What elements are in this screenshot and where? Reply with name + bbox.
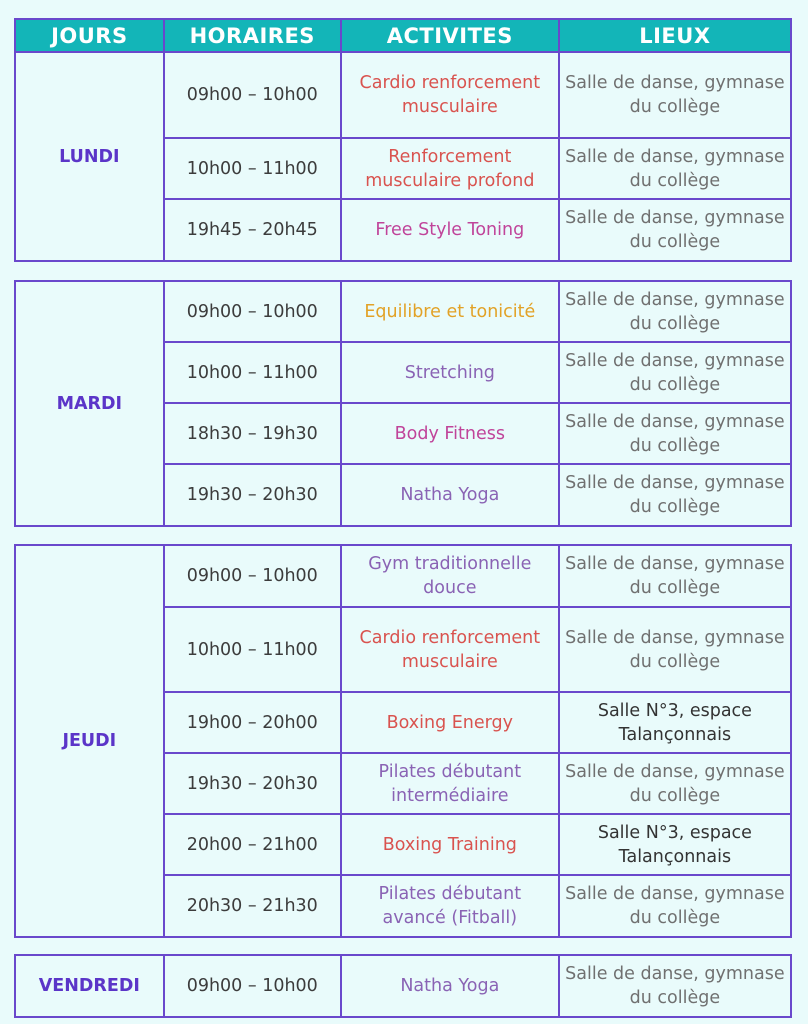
time-cell: 19h30 – 20h30 bbox=[164, 464, 341, 526]
time-cell: 09h00 – 10h00 bbox=[164, 545, 341, 607]
place-cell: Salle de danse, gymnase du collège bbox=[559, 955, 791, 1017]
place-cell: Salle de danse, gymnase du collège bbox=[559, 545, 791, 607]
header-horaires: HORAIRES bbox=[164, 19, 341, 52]
time-cell: 18h30 – 19h30 bbox=[164, 403, 341, 464]
schedule-table-jeudi bbox=[14, 544, 792, 938]
place-cell: Salle de danse, gymnase du collège bbox=[559, 875, 791, 937]
time-cell: 09h00 – 10h00 bbox=[164, 52, 341, 138]
time-cell: 09h00 – 10h00 bbox=[164, 281, 341, 342]
day-cell: VENDREDI bbox=[15, 955, 164, 1017]
place-cell: Salle de danse, gymnase du collège bbox=[559, 138, 791, 199]
time-cell: 10h00 – 11h00 bbox=[164, 342, 341, 403]
time-cell: 19h30 – 20h30 bbox=[164, 753, 341, 814]
activity-cell: Free Style Toning bbox=[341, 199, 559, 261]
header-jours: JOURS bbox=[15, 19, 164, 52]
time-cell: 19h45 – 20h45 bbox=[164, 199, 341, 261]
activity-cell: Boxing Energy bbox=[341, 692, 559, 753]
day-cell: MARDI bbox=[15, 281, 164, 526]
activity-cell: Renforcement musculaire profond bbox=[341, 138, 559, 199]
place-cell: Salle de danse, gymnase du collège bbox=[559, 607, 791, 692]
activity-cell: Gym traditionnelle douce bbox=[341, 545, 559, 607]
activity-cell: Boxing Training bbox=[341, 814, 559, 875]
activity-cell: Cardio renforcement musculaire bbox=[341, 52, 559, 138]
activity-cell: Pilates débutant avancé (Fitball) bbox=[341, 875, 559, 937]
place-cell: Salle de danse, gymnase du collège bbox=[559, 342, 791, 403]
time-cell: 20h00 – 21h00 bbox=[164, 814, 341, 875]
time-cell: 10h00 – 11h00 bbox=[164, 607, 341, 692]
time-cell: 10h00 – 11h00 bbox=[164, 138, 341, 199]
time-cell: 20h30 – 21h30 bbox=[164, 875, 341, 937]
place-cell: Salle de danse, gymnase du collège bbox=[559, 403, 791, 464]
day-cell: LUNDI bbox=[15, 52, 164, 261]
activity-cell: Pilates débutant intermédiaire bbox=[341, 753, 559, 814]
activity-cell: Equilibre et tonicité bbox=[341, 281, 559, 342]
place-cell: Salle de danse, gymnase du collège bbox=[559, 199, 791, 261]
table-row bbox=[15, 52, 791, 138]
schedule-table-lundi bbox=[14, 18, 792, 262]
place-cell: Salle de danse, gymnase du collège bbox=[559, 753, 791, 814]
time-cell: 19h00 – 20h00 bbox=[164, 692, 341, 753]
place-cell: Salle N°3, espace Talançonnais bbox=[559, 692, 791, 753]
activity-cell: Cardio renforcement musculaire bbox=[341, 607, 559, 692]
activity-cell: Natha Yoga bbox=[341, 955, 559, 1017]
place-cell: Salle de danse, gymnase du collège bbox=[559, 281, 791, 342]
activity-cell: Body Fitness bbox=[341, 403, 559, 464]
activity-cell: Stretching bbox=[341, 342, 559, 403]
place-cell: Salle N°3, espace Talançonnais bbox=[559, 814, 791, 875]
time-cell: 09h00 – 10h00 bbox=[164, 955, 341, 1017]
table-row bbox=[15, 281, 791, 342]
schedule-table-vendredi bbox=[14, 954, 792, 1018]
schedule-table-mardi bbox=[14, 280, 792, 527]
place-cell: Salle de danse, gymnase du collège bbox=[559, 52, 791, 138]
table-row bbox=[15, 955, 791, 1017]
activity-cell: Natha Yoga bbox=[341, 464, 559, 526]
place-cell: Salle de danse, gymnase du collège bbox=[559, 464, 791, 526]
header-lieux: LIEUX bbox=[559, 19, 791, 52]
day-cell: JEUDI bbox=[15, 545, 164, 937]
table-row bbox=[15, 545, 791, 607]
table-header-row bbox=[15, 19, 791, 52]
header-activites: ACTIVITES bbox=[341, 19, 559, 52]
